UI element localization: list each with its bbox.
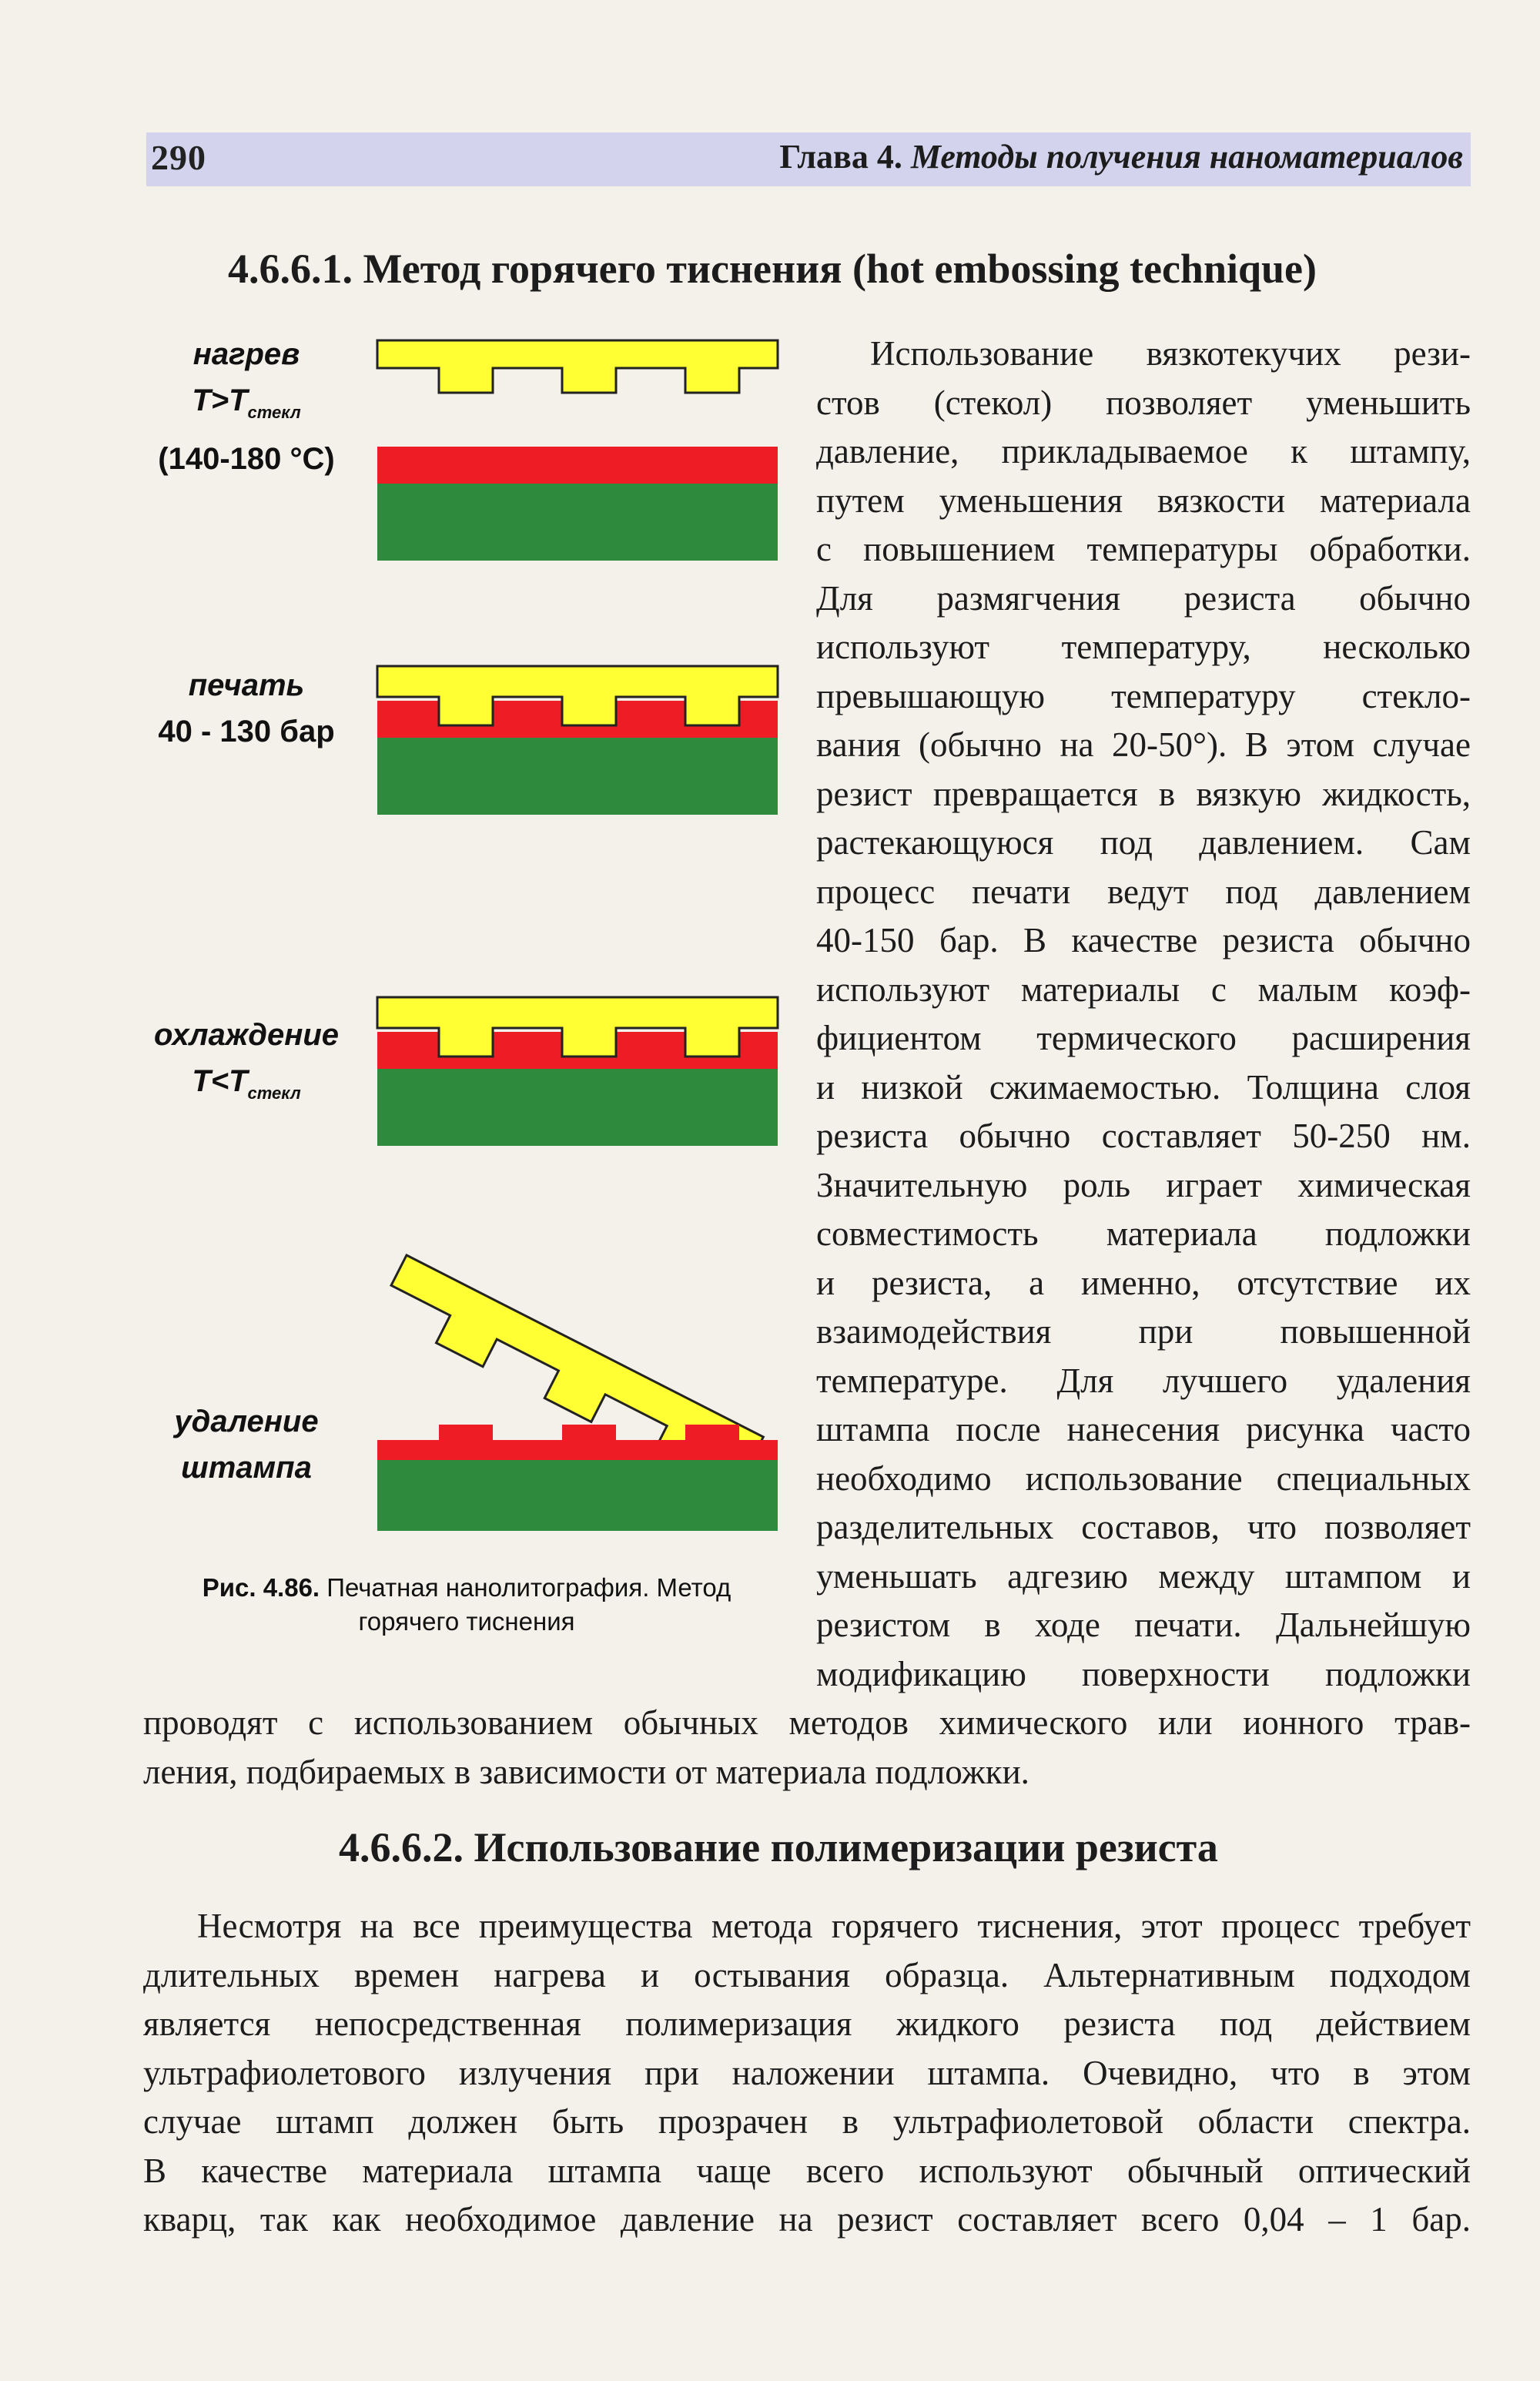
chapter-number: Глава 4. <box>779 138 902 176</box>
stage-cooling-graphic <box>377 997 778 1146</box>
stage-cooling-temp: $T<T_{стекл}$ <box>192 1064 301 1103</box>
stamp-heating <box>377 340 778 393</box>
stage-cooling-name: охлаждение <box>153 1018 340 1052</box>
text-line: штампа после нанесения рисунка часто <box>816 1410 1471 1448</box>
text-line: необходимо использование специальных <box>816 1458 1471 1498</box>
stage-removal-line1: удаление <box>174 1405 319 1438</box>
stage-heating-graphic <box>377 340 778 561</box>
continuation-paragraph <box>143 1699 1471 1797</box>
stage-printing-name: печать <box>188 668 305 702</box>
text-line: уменьшать адгезию между штампом и <box>816 1556 1471 1596</box>
text-line: используют температуру, несколько <box>816 628 1471 666</box>
text-line: превышающую температуру стекло- <box>816 676 1471 715</box>
resist-layer-heating <box>377 447 778 484</box>
text-line: ления, подбираемых в зависимости от материала подложки. <box>143 1752 1029 1791</box>
substrate-cooling <box>377 1069 778 1146</box>
text-line: стов (стекол) позволяет уменьшить <box>816 383 1471 422</box>
text-line: ультрафиолетового излучения при наложении штампа. Очевидно, что в этом <box>143 2053 1471 2092</box>
substrate-removal <box>377 1460 778 1531</box>
text-line: давление, прикладываемое к штампу, <box>816 432 1471 471</box>
text-line: модификацию поверхности подложки <box>816 1654 1471 1693</box>
text-line: 40-150 бар. В качестве резиста обычно <box>816 921 1471 959</box>
section2-paragraph <box>143 1902 1471 2245</box>
text-line: используют материалы с малым коэф- <box>816 969 1471 1009</box>
text-line: является непосредственная полимеризация жидкого резиста под действием <box>143 2004 1471 2043</box>
text-line: Для размягчения резиста обычно <box>816 578 1471 618</box>
section-title-resist-polymerization: 4.6.6.2. Использование полимеризации резиста <box>339 1824 1218 1870</box>
text-line: случае штамп должен быть прозрачен в ультрафиолетовой области спектра. <box>143 2102 1471 2141</box>
text-line: путем уменьшения вязкости материала <box>816 481 1471 520</box>
text-line: с повышением температуры обработки. <box>816 530 1471 568</box>
text-line: взаимодействия при повышенной <box>816 1312 1471 1351</box>
text-line: проводят с использованием обычных методов химического или ионного трав- <box>143 1703 1471 1742</box>
text-line: резист превращается в вязкую жидкость, <box>816 774 1471 813</box>
stage-heating-temp: $T>T_{стекл}$ <box>192 383 301 422</box>
caption-text-1: Печатная нанолитография. Метод <box>326 1573 732 1602</box>
caption-text-2: горячего тиснения <box>358 1607 575 1636</box>
right-column-paragraph <box>816 330 1471 1699</box>
stage-removal-line2: штампа <box>181 1451 312 1485</box>
hot-embossing-diagram <box>354 323 801 1540</box>
substrate-heating <box>377 484 778 561</box>
text-line: кварц, так как необходимое давление на резист составляет всего 0,04 – 1 бар. <box>143 2200 1471 2239</box>
figure-caption <box>143 1571 790 1639</box>
text-line: Несмотря на все преимущества метода горячего тиснения, этот процесс требует <box>197 1907 1471 1945</box>
text-line: фициентом термического расширения <box>816 1019 1471 1057</box>
stage-removal-graphic <box>377 1255 778 1531</box>
caption-label: Рис. 4.86. <box>202 1573 320 1602</box>
text-line: Использование вязкотекучих рези- <box>870 334 1471 373</box>
stage-printing-pressure: 40 - 130 бар <box>158 715 335 748</box>
text-line: длительных времен нагрева и остывания образца. Альтернативным подходом <box>143 1955 1471 1994</box>
stage-heating-name: нагрев <box>192 337 300 371</box>
text-line: растекающуюся под давлением. Сам <box>816 823 1471 862</box>
text-line: резистом в ходе печати. Дальнейшую <box>816 1606 1471 1644</box>
section-title-hot-embossing: 4.6.6.1. Метод горячего тиснения (hot embossing technique) <box>228 246 1317 292</box>
text-line: и низкой сжимаемостью. Толщина слоя <box>816 1067 1471 1107</box>
substrate-printing <box>377 738 778 815</box>
text-line: совместимость материала подложки <box>816 1214 1471 1253</box>
text-line: и резиста, а именно, отсутствие их <box>816 1263 1471 1302</box>
stage-label-cooling <box>139 1012 354 1117</box>
page-number: 290 <box>151 138 206 177</box>
text-line: резиста обычно составляет 50-250 нм. <box>816 1117 1471 1155</box>
resist-patterned <box>377 1425 778 1460</box>
text-line: процесс печати ведут под давлением <box>816 872 1471 911</box>
caption-line-1 <box>143 1571 790 1605</box>
stage-label-printing <box>146 662 346 755</box>
running-head <box>779 137 1463 176</box>
stage-heating-range: (140-180 °C) <box>158 442 335 476</box>
text-line: Значительную роль играет химическая <box>816 1165 1471 1204</box>
stage-label-stamp-removal <box>146 1398 346 1491</box>
text-line: разделительных составов, что позволяет <box>816 1508 1471 1546</box>
text-line: вания (обычно на 20-50°). В этом случае <box>816 725 1471 764</box>
stage-printing-graphic <box>377 666 778 815</box>
text-line: температуре. Для лучшего удаления <box>816 1361 1471 1400</box>
stage-label-heating <box>146 331 346 482</box>
text-line: В качестве материала штампа чаще всего используют обычный оптический <box>143 2151 1471 2190</box>
chapter-title: Методы получения наноматериалов <box>910 138 1463 176</box>
